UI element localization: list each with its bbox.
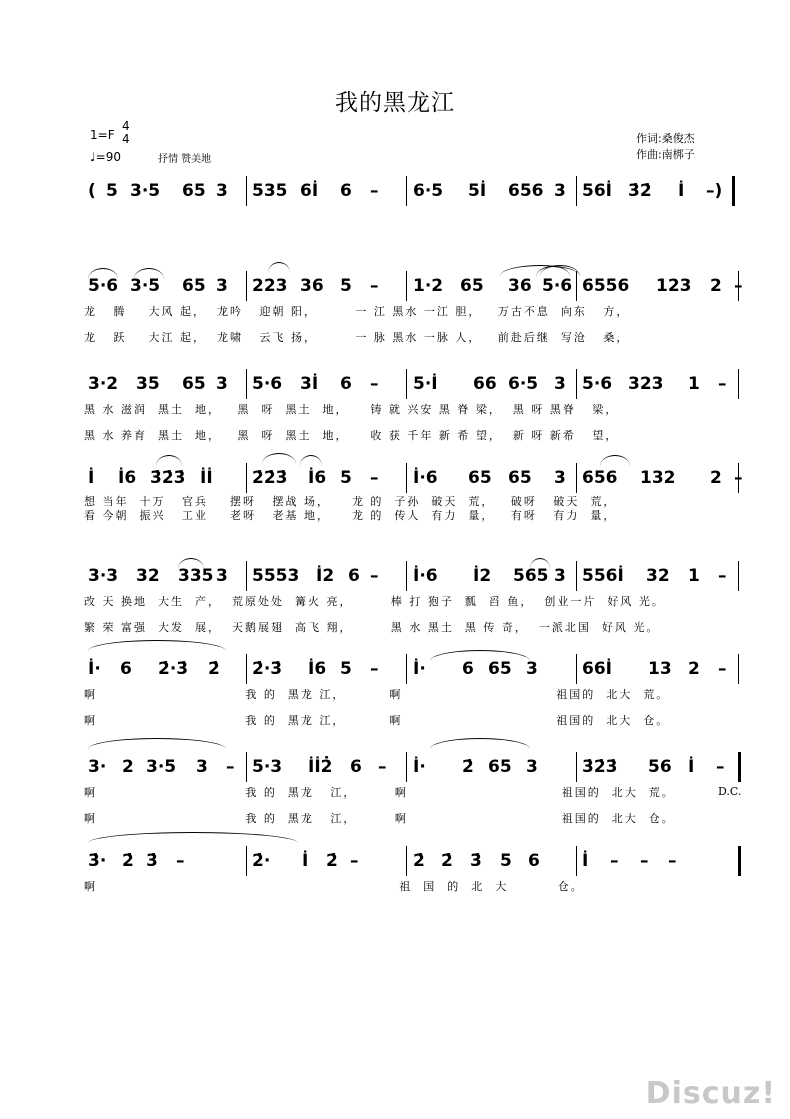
- note-group: 2̇·3̇: [252, 659, 283, 679]
- bar-line: [732, 176, 735, 206]
- note-group: 2: [688, 659, 700, 679]
- lyric-line: 想 当年 十万 官兵 摆呀 摆战 场， 龙 的 子孙 破天 荒， 破呀 破天 荒，: [84, 495, 617, 508]
- note-group: –: [370, 468, 379, 488]
- note-group: 65: [468, 468, 492, 488]
- note-group: –: [734, 276, 743, 296]
- bar-line: [406, 846, 407, 876]
- note-group: –: [640, 851, 649, 871]
- note-group: 5İ: [468, 181, 487, 201]
- note-row: [0, 756, 790, 782]
- time-signature-top: 4: [122, 119, 130, 133]
- note-group: 6: [340, 374, 352, 394]
- lyric-line: 黑 水 养育 黑土 地， 黑 呀 黑土 地， 收 获 千年 新 希 望， 新 呀 新希 望，: [84, 429, 619, 442]
- bar-line: [406, 176, 407, 206]
- note-group: 3̇2̇3̇: [150, 468, 186, 488]
- mood-marking: 抒情 赞美地: [158, 154, 212, 165]
- note-group: 3·5: [146, 757, 177, 777]
- lyric-line: 改 天 换地 大生 产， 荒原处处 篝火 亮， 棒 打 狍子 瓢 舀 鱼， 创业一片 好风 光。: [84, 595, 665, 608]
- bar-line: [406, 463, 407, 493]
- note-group: 3: [526, 659, 538, 679]
- note-group: 3·5: [130, 276, 161, 296]
- note-group: 2̇: [122, 851, 134, 871]
- note-group: 5: [106, 181, 118, 201]
- bar-line: [738, 654, 739, 684]
- lyric-line: 看 今朝 振兴 工业 老呀 老基 地， 龙 的 传人 有力 量， 有呀 有力 量，: [84, 509, 617, 522]
- note-group: 2̇: [208, 659, 220, 679]
- note-group: 5·6: [582, 374, 613, 394]
- note-group: (: [88, 181, 96, 201]
- note-group: 2̇·: [252, 851, 271, 871]
- note-group: 335: [178, 566, 214, 586]
- bar-line: [406, 369, 407, 399]
- note-group: –: [370, 181, 379, 201]
- note-group: 66İ: [582, 659, 612, 679]
- bar-line: [246, 369, 247, 399]
- note-row: [0, 180, 790, 206]
- bar-line: [246, 752, 247, 782]
- lyric-line: 啊 我 的 黑龙 江， 啊 祖国的 北大 仓。: [84, 812, 675, 825]
- bar-line: [576, 752, 577, 782]
- note-group: 32: [136, 566, 160, 586]
- note-group: –: [226, 757, 235, 777]
- time-signature-bottom: 4: [122, 132, 130, 146]
- dc-mark: D.C.: [718, 785, 742, 798]
- note-group: 3: [554, 468, 566, 488]
- note-group: İ: [678, 181, 685, 201]
- lyric-line: 龙 跃 大江 起， 龙啸 云飞 扬， 一 脉 黑水 一脉 人， 前赴后继 写沧 桑，: [84, 331, 630, 344]
- bar-line: [576, 561, 577, 591]
- note-group: –: [370, 276, 379, 296]
- note-group: –: [734, 468, 743, 488]
- note-group: 2: [710, 276, 722, 296]
- note-group: 3̇: [146, 851, 158, 871]
- slur-arc: [600, 455, 630, 466]
- note-group: 2̇2̇3̇: [252, 468, 288, 488]
- note-group: 65: [488, 659, 512, 679]
- note-group: 65: [182, 276, 206, 296]
- note-group: 123: [656, 276, 692, 296]
- bar-line: [576, 369, 577, 399]
- slur-arc: [430, 650, 530, 661]
- note-group: 2̇: [326, 851, 338, 871]
- time-signature: [122, 120, 130, 146]
- bar-line: [738, 752, 741, 782]
- bar-line: [406, 752, 407, 782]
- note-group: 3·2: [88, 374, 119, 394]
- note-group: 3: [216, 566, 228, 586]
- note-group: 223: [252, 276, 288, 296]
- note-group: İ: [302, 851, 309, 871]
- slur-arc: [156, 455, 182, 466]
- note-group: 65: [182, 181, 206, 201]
- note-group: 2̇: [462, 757, 474, 777]
- note-group: –: [716, 757, 725, 777]
- note-group: 5553: [252, 566, 300, 586]
- note-group: 56İ: [582, 181, 612, 201]
- note-group: İ2: [473, 566, 492, 586]
- note-group: İ·: [88, 659, 101, 679]
- note-row: [0, 565, 790, 591]
- note-group: 5: [340, 659, 352, 679]
- note-group: –: [668, 851, 677, 871]
- note-group: 65: [460, 276, 484, 296]
- note-group: 3̇2̇: [628, 181, 652, 201]
- composer-credit: 作曲:南梆子: [636, 148, 695, 161]
- bar-line: [738, 271, 739, 301]
- note-group: 2̇·3̇: [158, 659, 189, 679]
- note-group: 32: [646, 566, 670, 586]
- note-group: 3: [554, 566, 566, 586]
- note-group: 6: [528, 851, 540, 871]
- note-group: İ·: [413, 659, 426, 679]
- bar-line: [246, 846, 247, 876]
- note-group: 65: [508, 468, 532, 488]
- note-group: İ6: [308, 659, 327, 679]
- note-group: 3·3: [88, 566, 119, 586]
- slur-arc: [262, 453, 296, 464]
- note-group: 65: [182, 374, 206, 394]
- note-group: 3: [196, 757, 208, 777]
- note-group: 3̇·: [88, 851, 107, 871]
- note-group: 5·6: [252, 374, 283, 394]
- slur-arc: [430, 738, 530, 749]
- note-group: 3·5: [130, 181, 161, 201]
- note-group: 13: [648, 659, 672, 679]
- lyric-line: 啊 我 的 黑龙 江， 啊 祖国的 北大 仓。: [84, 714, 670, 727]
- note-group: 6·5: [508, 374, 539, 394]
- note-group: 6·5: [413, 181, 444, 201]
- note-group: 565: [513, 566, 549, 586]
- note-group: –: [370, 374, 379, 394]
- note-group: 6: [350, 757, 362, 777]
- lyric-line: 啊 我 的 黑龙 江， 啊 祖国的 北大 荒。: [84, 786, 675, 799]
- note-group: 5·6: [88, 276, 119, 296]
- note-group: İİ: [200, 468, 213, 488]
- note-group: –: [378, 757, 387, 777]
- note-group: –: [370, 566, 379, 586]
- note-group: 5: [340, 468, 352, 488]
- note-group: İ·6: [413, 468, 438, 488]
- bar-line: [738, 463, 739, 493]
- slur-arc: [88, 832, 298, 843]
- bar-line: [246, 654, 247, 684]
- watermark: Discuz!: [645, 1076, 776, 1111]
- slur-arc: [88, 640, 226, 651]
- bar-line: [246, 561, 247, 591]
- slur-arc: [178, 558, 204, 569]
- note-group: 1: [688, 566, 700, 586]
- note-group: 3·: [88, 757, 107, 777]
- note-group: 5·6: [542, 276, 573, 296]
- note-group: 535: [252, 181, 288, 201]
- slur-arc: [88, 738, 226, 749]
- note-group: İ·6: [413, 566, 438, 586]
- note-group: 5: [500, 851, 512, 871]
- note-group: 3̇2̇3̇: [582, 757, 618, 777]
- note-group: 6556: [582, 276, 630, 296]
- note-group: –: [350, 851, 359, 871]
- bar-line: [246, 271, 247, 301]
- note-group: İ: [688, 757, 695, 777]
- bar-line: [576, 654, 577, 684]
- note-group: 6İ: [300, 181, 319, 201]
- lyric-line: 啊 我 的 黑龙 江， 啊 祖国的 北大 荒。: [84, 688, 670, 701]
- note-row: [0, 467, 790, 493]
- slur-arc: [134, 268, 164, 279]
- bar-line: [738, 846, 741, 876]
- note-group: 3: [526, 757, 538, 777]
- note-group: 6: [340, 181, 352, 201]
- note-group: 56: [648, 757, 672, 777]
- slur-arc: [88, 268, 118, 279]
- note-group: 65: [488, 757, 512, 777]
- slur-arc: [530, 558, 550, 569]
- note-group: İİ2̇: [308, 757, 333, 777]
- note-group: –: [370, 659, 379, 679]
- lyric-line: 龙 腾 大风 起， 龙吟 迎朝 阳， 一 江 黑水 一江 胆， 万古不息 向东 方，: [84, 305, 630, 318]
- note-row: [0, 373, 790, 399]
- note-group: 5·3: [252, 757, 283, 777]
- note-group: –: [718, 374, 727, 394]
- bar-line: [246, 463, 247, 493]
- note-group: 323: [628, 374, 664, 394]
- lyric-line: 啊 祖 国 的 北 大 仓。: [84, 880, 584, 893]
- note-group: 2̇: [441, 851, 453, 871]
- note-group: 3̇: [470, 851, 482, 871]
- note-group: 2: [710, 468, 722, 488]
- note-row: [0, 850, 790, 876]
- note-group: –: [718, 566, 727, 586]
- note-group: 1·2: [413, 276, 444, 296]
- note-group: 3: [216, 181, 228, 201]
- note-group: 35: [136, 374, 160, 394]
- note-group: 656: [582, 468, 618, 488]
- note-group: 556İ: [582, 566, 624, 586]
- note-group: 2̇: [413, 851, 425, 871]
- lyric-line: 繁 荣 富强 大发 展， 天鹅展翅 高飞 翔， 黑 水 黑土 黑 传 奇， 一派北国 好风 光。: [84, 621, 660, 634]
- note-group: İ6: [308, 468, 327, 488]
- note-group: 36: [300, 276, 324, 296]
- note-group: 6: [120, 659, 132, 679]
- bar-line: [246, 176, 247, 206]
- note-group: 132: [640, 468, 676, 488]
- note-group: –: [610, 851, 619, 871]
- slur-arc: [300, 455, 322, 466]
- note-group: –: [176, 851, 185, 871]
- note-group: 3: [216, 276, 228, 296]
- note-group: İ: [582, 851, 589, 871]
- note-group: 5: [340, 276, 352, 296]
- slur-arc: [268, 262, 290, 273]
- note-group: İ·: [413, 757, 426, 777]
- note-group: 6: [348, 566, 360, 586]
- note-group: –): [706, 181, 723, 201]
- bar-line: [406, 561, 407, 591]
- note-row: [0, 275, 790, 301]
- bar-line: [406, 654, 407, 684]
- page-title: 我的黑龙江: [335, 90, 455, 116]
- note-group: İ: [88, 468, 95, 488]
- note-group: 5·İ: [413, 374, 438, 394]
- bar-line: [576, 176, 577, 206]
- note-group: 6: [462, 659, 474, 679]
- note-group: 3: [554, 181, 566, 201]
- note-group: 3: [554, 374, 566, 394]
- lyricist-credit: 作词:桑俊杰: [636, 132, 695, 145]
- key-signature: 1=F: [90, 128, 115, 142]
- note-group: 3: [216, 374, 228, 394]
- bar-line: [738, 561, 739, 591]
- note-group: İ2: [316, 566, 335, 586]
- note-group: 3İ: [300, 374, 319, 394]
- lyric-line: 黑 水 滋润 黑土 地， 黑 呀 黑土 地， 铸 就 兴安 黑 脊 梁， 黑 呀 黑脊 梁，: [84, 403, 619, 416]
- bar-line: [406, 271, 407, 301]
- tempo-marking: ♩=90: [90, 150, 121, 164]
- note-row: [0, 658, 790, 684]
- bar-line: [576, 846, 577, 876]
- bar-line: [576, 463, 577, 493]
- bar-line: [738, 369, 739, 399]
- note-group: 656: [508, 181, 544, 201]
- note-group: 1: [688, 374, 700, 394]
- note-group: –: [718, 659, 727, 679]
- note-group: 36: [508, 276, 532, 296]
- note-group: İ6: [118, 468, 137, 488]
- note-group: 66: [473, 374, 497, 394]
- note-group: 2: [122, 757, 134, 777]
